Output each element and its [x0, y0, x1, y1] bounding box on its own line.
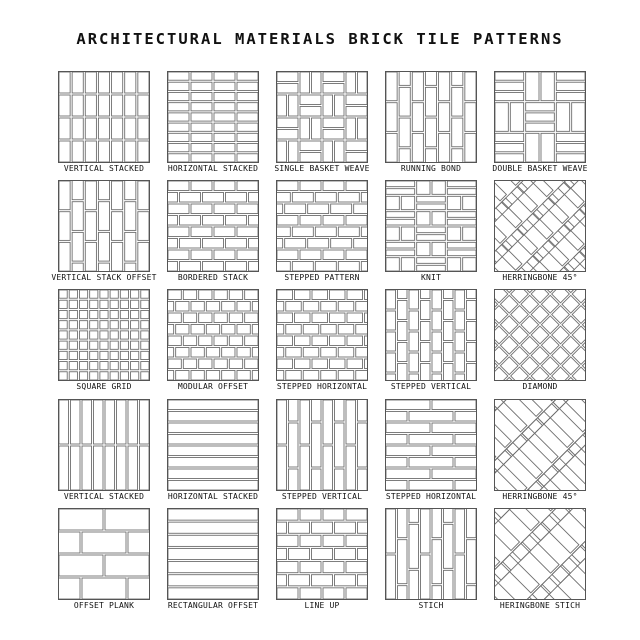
pattern-tile-bordered [167, 180, 259, 272]
pattern-label: STEPPED HORIZONTAL [276, 382, 368, 391]
pattern-label: VERTICAL STACKED [63, 164, 145, 173]
pattern-label: HORIZONTAL STACKED [167, 164, 259, 173]
pattern-label: VERTICAL STACKED [63, 492, 145, 501]
pattern-label: RUNNING BOND [400, 164, 462, 173]
pattern-label: SQUARE GRID [76, 382, 132, 391]
pattern-label: STEPPED VERTICAL [281, 492, 363, 501]
pattern-tile-rectoff [167, 508, 259, 600]
pattern-tile-knit [385, 180, 477, 272]
pattern-tile-steppedvlong [276, 399, 368, 491]
pattern-tile-herringstich [494, 508, 586, 600]
pattern-tile-hstack [167, 71, 259, 163]
pattern-label: VERTICAL STACK OFFSET [51, 273, 157, 282]
pattern-label: STEPPED PATTERN [284, 273, 360, 282]
pattern-tile-running [385, 71, 477, 163]
pattern-label: KNIT [420, 273, 442, 282]
pattern-tile-lineup [276, 508, 368, 600]
pattern-tile-steppedh [276, 289, 368, 381]
pattern-label: HORIZONTAL STACKED [167, 492, 259, 501]
pattern-tile-hlong [167, 399, 259, 491]
pattern-label: HERRINGBONE 45° [502, 273, 578, 282]
pattern-tile-stich [385, 508, 477, 600]
pattern-label: BORDERED STACK [177, 273, 249, 282]
pattern-label: SINGLE BASKET WEAVE [274, 164, 370, 173]
pattern-label: HERRINGBONE 45° [502, 492, 578, 501]
pattern-tile-dbasket [494, 71, 586, 163]
pattern-tile-square [58, 289, 150, 381]
pattern-label: HERINGBONE STICH [499, 601, 581, 610]
pattern-tile-modular [167, 289, 259, 381]
pattern-label: LINE UP [304, 601, 340, 610]
pattern-tile-steppedv [385, 289, 477, 381]
pattern-tile-herring [494, 180, 586, 272]
pattern-label: OFFSET PLANK [73, 601, 135, 610]
pattern-tile-stepped [276, 180, 368, 272]
pattern-tile-plank [58, 508, 150, 600]
pattern-tile-vstack [58, 71, 150, 163]
page-title: ARCHITECTURAL MATERIALS BRICK TILE PATTERNS [76, 30, 564, 48]
pattern-label: STEPPED VERTICAL [390, 382, 472, 391]
pattern-label: STICH [418, 601, 444, 610]
pattern-tile-vlong [58, 399, 150, 491]
pattern-tile-vstackoff [58, 180, 150, 272]
pattern-label: DOUBLE BASKET WEAVE [492, 164, 588, 173]
pattern-tile-herringlong [494, 399, 586, 491]
pattern-tile-steppedhlong [385, 399, 477, 491]
pattern-label: STEPPED HORIZONTAL [385, 492, 477, 501]
pattern-tile-diamond [494, 289, 586, 381]
pattern-tile-basket [276, 71, 368, 163]
pattern-label: MODULAR OFFSET [177, 382, 249, 391]
pattern-label: RECTANGULAR OFFSET [167, 601, 259, 610]
pattern-label: DIAMOND [522, 382, 558, 391]
